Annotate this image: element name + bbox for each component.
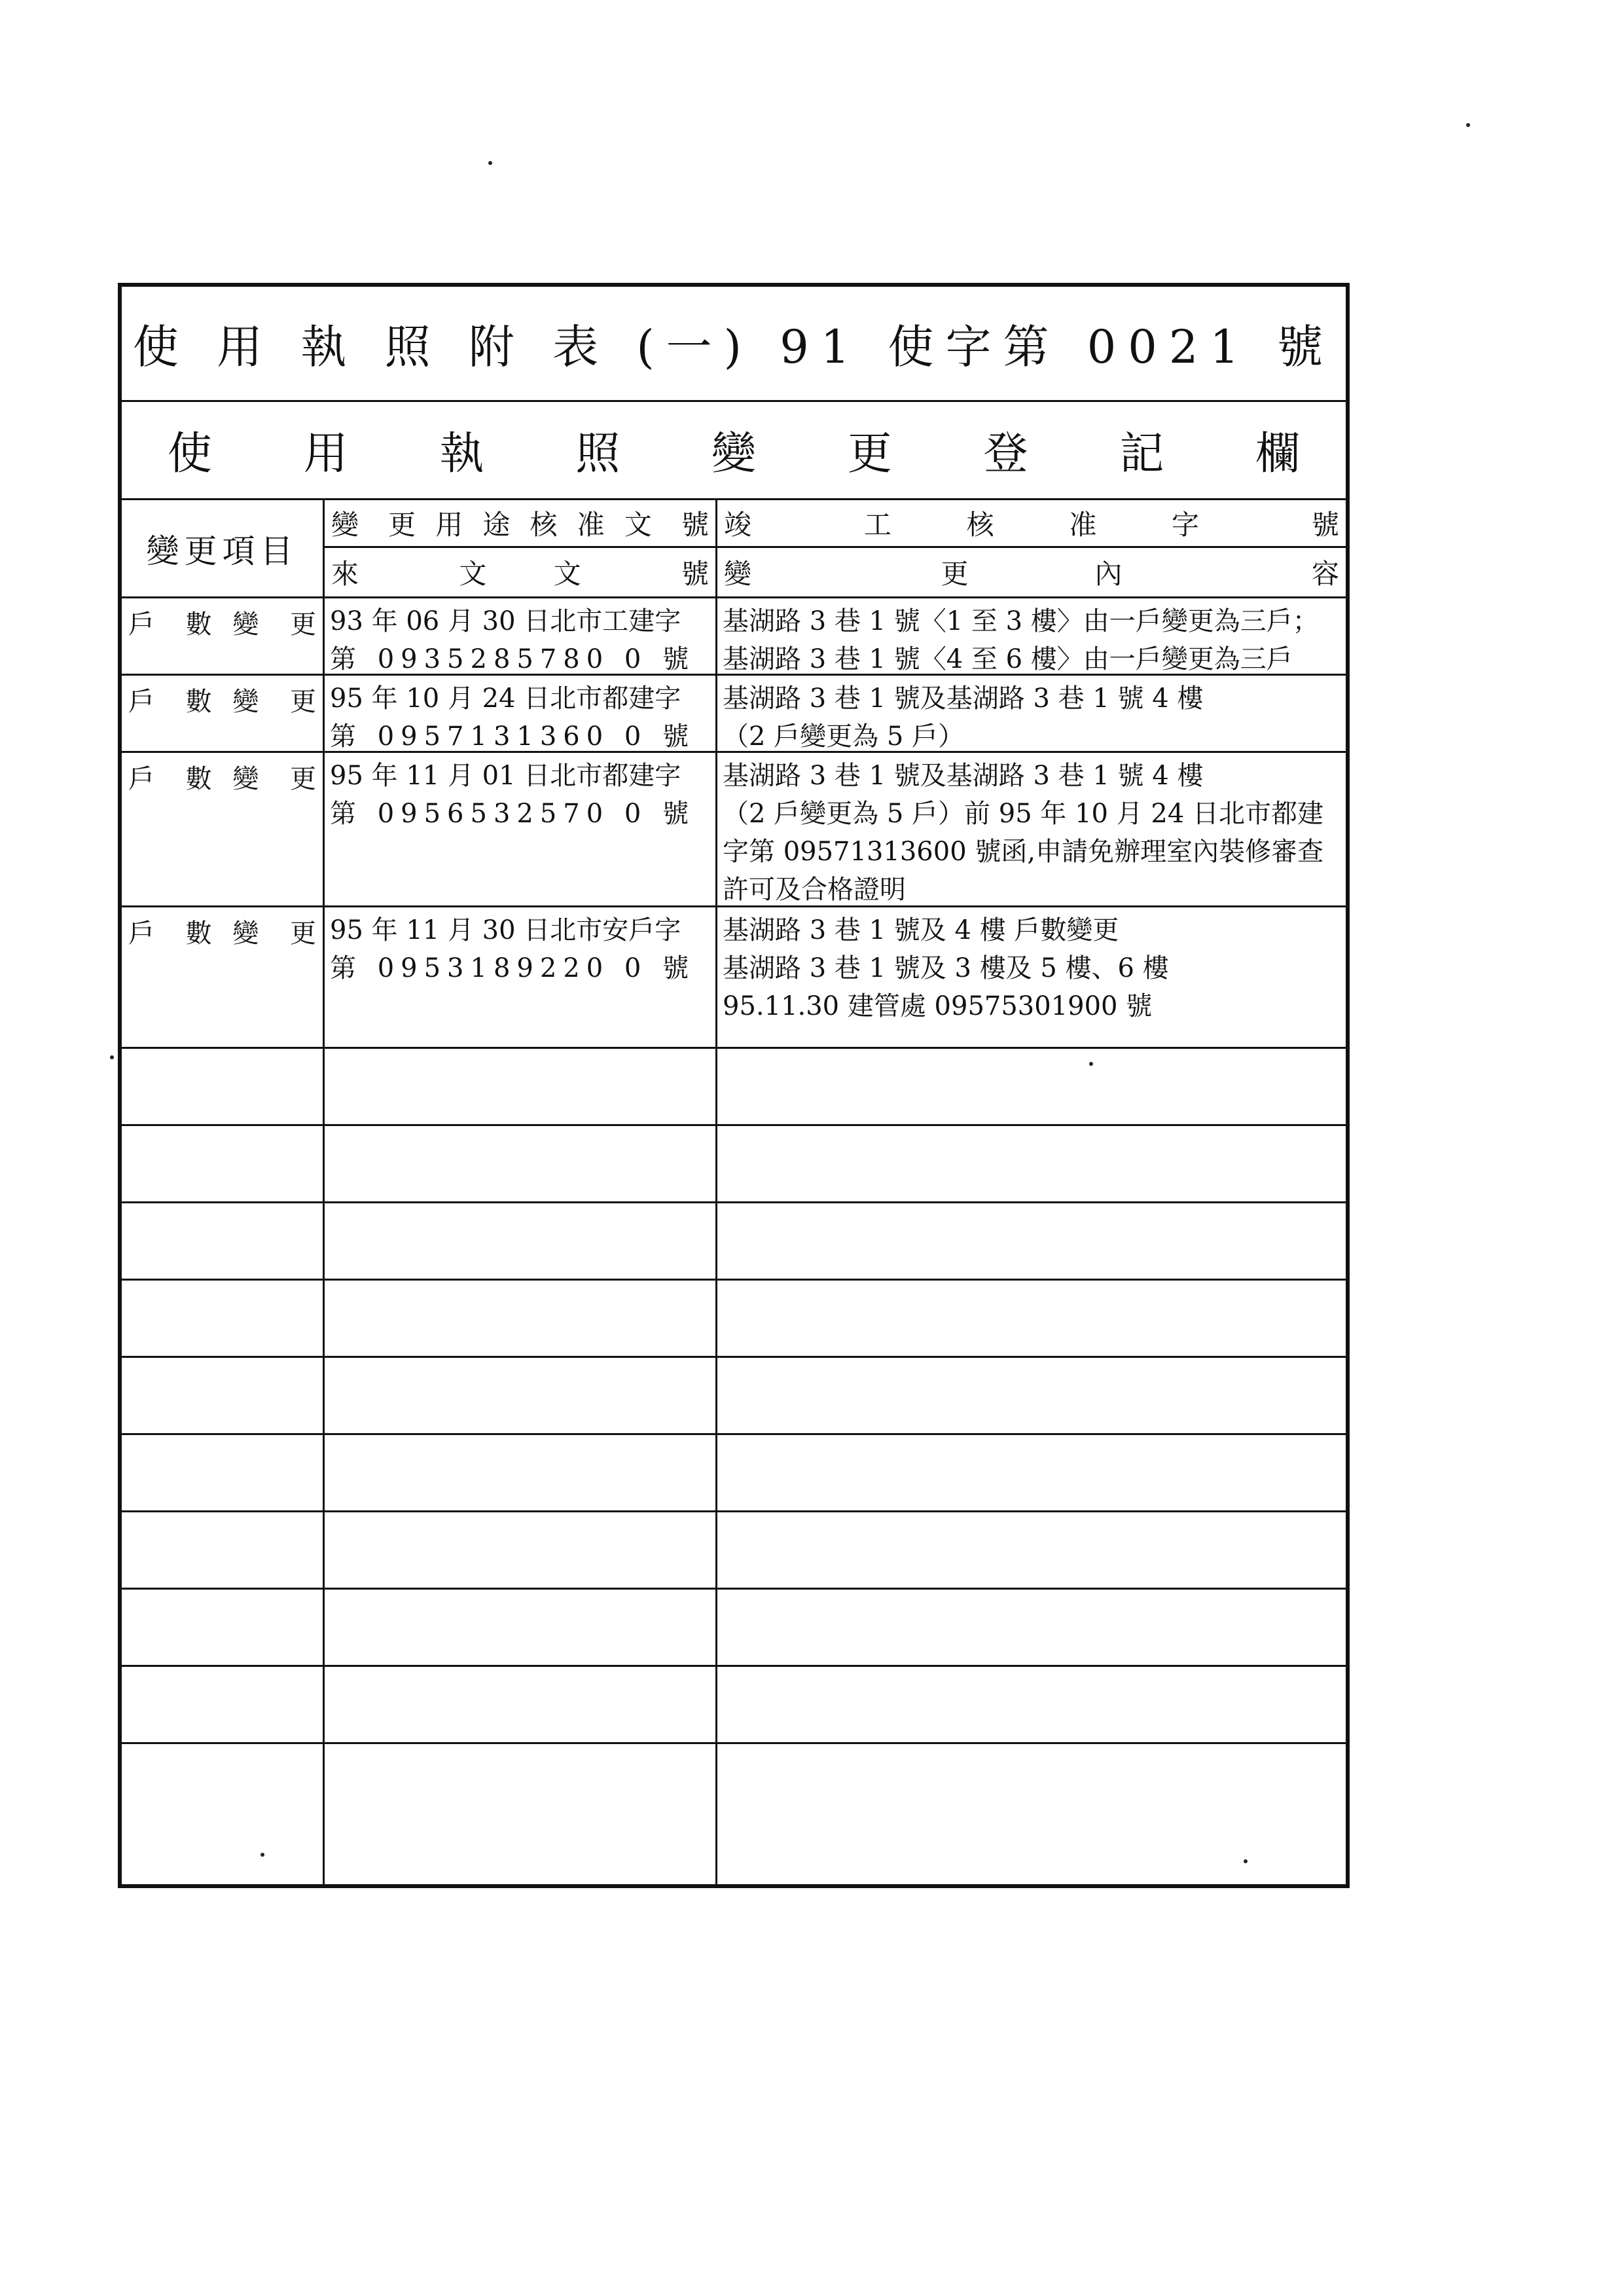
scan-speck xyxy=(261,1853,264,1857)
header-incoming-number xyxy=(325,548,715,596)
empty-cell xyxy=(325,1744,717,1884)
content-line: 基湖路 3 巷 1 號及 3 樓及 5 樓、6 樓 xyxy=(723,953,1169,983)
change-content-cell xyxy=(717,598,1346,674)
table-row xyxy=(122,676,1346,753)
empty-cell xyxy=(122,1281,325,1356)
item-char: 更 xyxy=(290,687,316,717)
empty-cell xyxy=(122,1049,325,1124)
header-char: 號 xyxy=(1312,509,1340,541)
item-char: 數 xyxy=(185,610,212,640)
empty-cell xyxy=(122,1590,325,1665)
header-char: 更 xyxy=(941,557,969,590)
item-char: 更 xyxy=(290,919,316,949)
scan-speck xyxy=(110,1055,114,1059)
header-char: 來 xyxy=(331,557,359,590)
doc-number-line: 第 0953189220 0 號 xyxy=(330,953,696,983)
doc-date-line: 95 年 11 月 01 日北市都建字 xyxy=(330,761,681,791)
document-title: 使 用 執 照 附 表 (一) 91 使字第 0021 號 xyxy=(132,320,1335,374)
subtitle-char: 變 xyxy=(711,428,757,480)
empty-table-row xyxy=(122,1049,1346,1126)
header-char: 途 xyxy=(482,509,511,541)
header-char: 用 xyxy=(435,509,463,541)
content-line: 基湖路 3 巷 1 號〈4 至 6 樓〉由一戶變更為三戶 xyxy=(723,644,1293,674)
header-char: 號 xyxy=(681,557,709,590)
doc-date-line: 95 年 10 月 24 日北市都建字 xyxy=(330,683,681,714)
header-char: 核 xyxy=(966,509,994,541)
empty-cell xyxy=(717,1126,1346,1201)
header-char: 內 xyxy=(1094,557,1123,590)
empty-cell xyxy=(122,1667,325,1742)
empty-cell xyxy=(717,1744,1346,1884)
subtitle-row xyxy=(122,402,1346,500)
empty-cell xyxy=(122,1435,325,1510)
empty-table-row xyxy=(122,1667,1346,1744)
empty-cell xyxy=(717,1281,1346,1356)
empty-cell xyxy=(717,1512,1346,1588)
title-row xyxy=(122,287,1346,402)
table-row xyxy=(122,753,1346,907)
header-char: 號 xyxy=(681,509,709,541)
content-line: 基湖路 3 巷 1 號及基湖路 3 巷 1 號 4 樓 xyxy=(723,761,1204,791)
empty-table-row xyxy=(122,1744,1346,1884)
doc-date-line: 95 年 11 月 30 日北市安戶字 xyxy=(330,915,681,945)
empty-cell xyxy=(717,1358,1346,1433)
item-char: 數 xyxy=(185,764,212,794)
header-char: 核 xyxy=(530,509,558,541)
change-content-cell xyxy=(717,907,1346,1047)
document-number-cell xyxy=(325,753,717,905)
content-line: 基湖路 3 巷 1 號及基湖路 3 巷 1 號 4 樓 xyxy=(723,683,1204,714)
subtitle-char: 欄 xyxy=(1255,428,1301,480)
empty-table-row xyxy=(122,1435,1346,1512)
empty-cell xyxy=(325,1281,717,1356)
item-char: 戶 xyxy=(128,919,154,949)
subtitle-char: 記 xyxy=(1119,428,1164,480)
header-char: 字 xyxy=(1172,509,1200,541)
header-char: 文 xyxy=(459,557,487,590)
change-item-cell xyxy=(122,598,325,674)
table-row xyxy=(122,907,1346,1049)
item-char: 戶 xyxy=(128,610,154,640)
empty-table-row xyxy=(122,1203,1346,1281)
subtitle-char: 更 xyxy=(847,428,892,480)
subtitle-char: 用 xyxy=(303,428,348,480)
item-char: 戶 xyxy=(128,764,154,794)
content-line: （2 戶變更為 5 戶） xyxy=(723,721,965,752)
header-char: 變 xyxy=(331,509,359,541)
scan-speck xyxy=(1089,1062,1093,1066)
content-line: 基湖路 3 巷 1 號及 4 樓 戶數變更 xyxy=(723,915,1119,945)
permit-attachment-table xyxy=(118,283,1350,1888)
item-char: 更 xyxy=(290,610,316,640)
content-line: 許可及合格證明 xyxy=(723,875,906,905)
header-char: 准 xyxy=(1069,509,1097,541)
empty-cell xyxy=(122,1512,325,1588)
item-char: 變 xyxy=(232,764,259,794)
empty-cell xyxy=(325,1049,717,1124)
header-change-item-label: 變更項目 xyxy=(146,532,298,570)
empty-cell xyxy=(122,1744,325,1884)
doc-number-line: 第 0935285780 0 號 xyxy=(330,644,696,674)
empty-table-row xyxy=(122,1590,1346,1667)
item-char: 更 xyxy=(290,764,316,794)
doc-number-line: 第 0957131360 0 號 xyxy=(330,721,696,752)
change-content-cell xyxy=(717,676,1346,751)
content-line: （2 戶變更為 5 戶）前 95 年 10 月 24 日北市都建 xyxy=(723,799,1324,829)
header-char: 文 xyxy=(553,557,581,590)
header-change-item xyxy=(122,500,325,598)
document-number-cell xyxy=(325,676,717,751)
header-char: 准 xyxy=(577,509,605,541)
content-line: 95.11.30 建管處 09575301900 號 xyxy=(723,991,1153,1021)
empty-cell xyxy=(325,1590,717,1665)
empty-cell xyxy=(325,1126,717,1201)
header-char: 文 xyxy=(624,509,652,541)
empty-table-row xyxy=(122,1512,1346,1590)
doc-number-line: 第 0956532570 0 號 xyxy=(330,799,696,829)
header-char: 工 xyxy=(864,509,892,541)
empty-cell xyxy=(122,1203,325,1279)
scan-speck xyxy=(488,161,492,165)
empty-cell xyxy=(325,1203,717,1279)
header-char: 更 xyxy=(388,509,416,541)
doc-date-line: 93 年 06 月 30 日北市工建字 xyxy=(330,606,681,636)
header-char: 變 xyxy=(724,557,752,590)
table-row xyxy=(122,598,1346,676)
change-item-cell xyxy=(122,753,325,905)
empty-cell xyxy=(325,1435,717,1510)
item-char: 戶 xyxy=(128,687,154,717)
scan-speck xyxy=(1244,1859,1248,1863)
item-char: 變 xyxy=(232,687,259,717)
empty-cell xyxy=(325,1667,717,1742)
change-item-cell xyxy=(122,907,325,1047)
empty-table-row xyxy=(122,1358,1346,1435)
empty-cell xyxy=(717,1667,1346,1742)
header-change-content xyxy=(717,548,1346,596)
change-content-cell xyxy=(717,753,1346,905)
empty-cell xyxy=(122,1358,325,1433)
subtitle-char: 使 xyxy=(167,428,212,480)
empty-table-row xyxy=(122,1126,1346,1203)
empty-cell xyxy=(717,1590,1346,1665)
item-char: 數 xyxy=(185,687,212,717)
empty-cell xyxy=(717,1203,1346,1279)
header-completion xyxy=(717,500,1346,598)
empty-cell xyxy=(325,1358,717,1433)
empty-cell xyxy=(122,1126,325,1201)
header-approval-number xyxy=(325,500,715,548)
subtitle-char: 照 xyxy=(575,428,620,480)
header-document-number xyxy=(325,500,717,598)
empty-cell xyxy=(717,1435,1346,1510)
document-number-cell xyxy=(325,907,717,1047)
item-char: 變 xyxy=(232,919,259,949)
change-item-cell xyxy=(122,676,325,751)
scan-speck xyxy=(1466,123,1470,127)
document-number-cell xyxy=(325,598,717,674)
item-char: 數 xyxy=(185,919,212,949)
item-char: 變 xyxy=(232,610,259,640)
header-char: 竣 xyxy=(724,509,752,541)
header-char: 容 xyxy=(1311,557,1339,590)
content-line: 字第 09571313600 號函,申請免辦理室內裝修審查 xyxy=(723,837,1324,867)
subtitle-char: 執 xyxy=(439,428,484,480)
empty-cell xyxy=(717,1049,1346,1124)
empty-table-row xyxy=(122,1281,1346,1358)
empty-cell xyxy=(325,1512,717,1588)
subtitle-char: 登 xyxy=(983,428,1028,480)
content-line: 基湖路 3 巷 1 號〈1 至 3 樓〉由一戶變更為三戶； xyxy=(723,606,1319,636)
header-completion-number xyxy=(717,500,1346,548)
